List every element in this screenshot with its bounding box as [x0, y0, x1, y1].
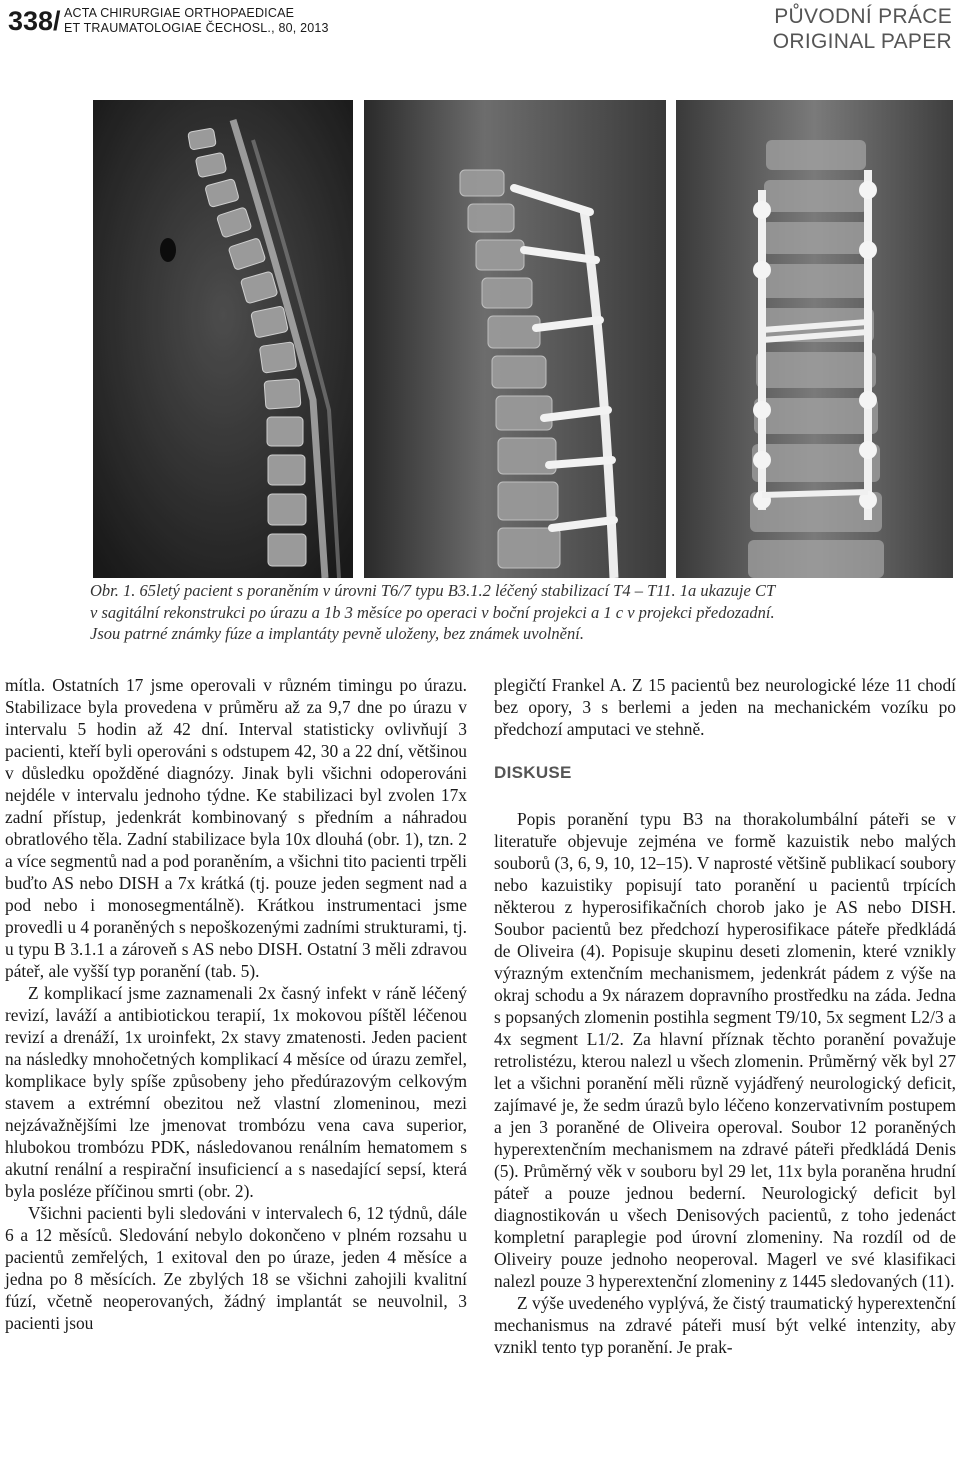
figure-caption-line: v sagitální rekonstrukci po úrazu a 1b 3 měsíce po operaci v boční projekci a 1 c v projekci předozadní. [90, 602, 775, 622]
paragraph: Z komplikací jsme zaznamenali 2x časný infekt v ráně léčený revizí, laváží a antibiotickou terapií, 1x mokovou píštěl léčenou revizí a drenáží, 1x uroinfekt, 2x stavy zmatenosti. Jeden pacient na následky mnohočetných komplikací 4 měsíce od úrazu zemřel, komplikace byly spíše způsobeny jeho předúrazovým celkovým stavem a extrémní obezitou než vlastní zlomeninou, mezi nejzávažnějšími lze jmenovat trombózu vena cava superior, hlubokou trombózu PDK, následovanou renálním hematomem s akutní renální a respirační insuficiencí a s nasedající sepsí, která byla posléze příčinou smrti (obr. 2). [5, 983, 467, 1201]
left-text-column [5, 674, 467, 1334]
figure-caption-line: Obr. 1. 65letý pacient s poraněním v úrovni T6/7 typu B3.1.2 léčený stabilizací T4 – T11. 1a ukazuje CT [90, 581, 776, 600]
right-text-column [494, 674, 956, 1358]
paragraph: mítla. Ostatních 17 jsme operovali v různém timingu po úrazu. Stabilizace byla provedena v průměru až za 9,7 dne po úrazu v intervalu 5 hodin až 42 dní. Interval statisticky ovlivňují 3 pacienti, kteří byli operováni s odstupem 42, 30 a 22 dní, většinou v důsledku opožděné diagnózy. Jinak byli všichni odoperováni nejdéle v intervalu jednoho týdne. Ke stabilizaci byl zvolen 17x zadní přístup, jedenkrát kombinovaný s předním a náhradou obratlového těla. Zadní stabilizace byla 10x dlouhá (obr. 1), tzn. 2 a více segmentů nad a pod poraněním, a všichni tito pacienti trpěli buďto AS nebo DISH a 7x krátká (tj. pouze jeden segment nad a pod nebo i monosegmentálně). Krátkou instrumentaci jsme provedli u 4 poraněných s nepoškozenými zadními strukturami, tj. u typu B 3.1.1 a zároveň s AS nebo DISH. Ostatní 3 měli zdravou páteř, ale vyšší typ poranění (tab. 5). [5, 675, 467, 981]
journal-title-line-2: ET TRAUMATOLOGIAE ČECHOSL., 80, 2013 [64, 21, 329, 35]
page-number: 338/ [8, 6, 61, 36]
figure-caption-line: Jsou patrné známky fúze a implantáty pevně uloženy, bez známek uvolnění. [90, 624, 584, 643]
paragraph: Popis poranění typu B3 na thorakolumbální páteři se v literatuře objevuje zejména ve formě kazuistik nebo malých souborů (3, 6, 9, 10, 12–15). V naprosté většině publikací soubory nebo kazuistiky popisují tato poranění u pacientů trpících některou z hyperosifikačních chorob jako je AS nebo DISH. Soubor pacientů bez předchozí hyperosifikace páteře předkládá de Oliveira (4). Popisuje skupinu deseti zlomenin, které vznikly výrazným extenčním mechanismem, jedenkrát pádem z výše na okraj schodu a 9x nárazem dopravního prostředku na záda. Jedna s popsaných zlomenin postihla segment T9/10, 5x segment L2/3 a 4x segment L1/2. Za hlavní příznak těchto poranění považuje retrolistézu, kterou nalezl u všech zlomenin. Průměrný věk byl 27 let a všichni poranění měli různě vyjádřený neurologický deficit, zajímavé je, že sedm úrazů bylo léčeno konzervativním postupem a jen 3 poraněné de Oliveira operoval. Soubor 12 poraněných hyperextenčním mechanismem na zdravé páteři předkládá Denis (5). Průměrný věk v souboru byl 29 let, 11x byla poraněna hrudní páteř a pouze jednou bederní. Neurologický deficit byl diagnostikován u všech Denisových pacientů, z toho jedenáct kompletní paraplegie pod úrovní zlomeniny. Na rozdíl od de Oliveiry pouze jednoho neoperoval. Magerl ve své klasifikaci nalezl pouze 3 hyperextenční zlomeniny z 1445 sledovaných (11). [494, 809, 956, 1291]
journal-title-line-1: ACTA CHIRURGIAE ORTHOPAEDICAE [64, 6, 295, 20]
paragraph: Z výše uvedeného vyplývá, že čistý traumatický hyperextenční mechanismus na zdravé páteři musí být velké intenzity, aby vznikl tento typ poranění. Je prak- [494, 1293, 956, 1357]
section-label-czech: PŮVODNÍ PRÁCE [774, 5, 952, 28]
ap-xray-image [676, 100, 953, 578]
figure-caption [90, 580, 950, 645]
ct-sagittal-image [93, 100, 353, 578]
lateral-xray-image [364, 100, 666, 578]
section-label-english: ORIGINAL PAPER [772, 30, 952, 53]
paragraph: Všichni pacienti byli sledováni v intervalech 6, 12 týdnů, dále 6 a 12 měsíců. Sledování nebylo dokončeno v plném rozsahu u pacientů zemřelých, 1 exitoval den po úraze, jeden 4 měsíce a jedna po 8 měsících. Ze zbylých 18 se všichni zahojili kvalitní fúzí, včetně neoperovaných, žádný implantát se neuvolnil, 3 pacienti jsou [5, 1203, 467, 1333]
section-heading-diskuse: DISKUSE [494, 763, 572, 782]
paragraph: plegičtí Frankel A. Z 15 pacientů bez neurologické léze 11 chodí bez opory, 3 s berlemi a jeden na mechanickém vozíku po předchozí amputaci ve stehně. [494, 675, 956, 739]
